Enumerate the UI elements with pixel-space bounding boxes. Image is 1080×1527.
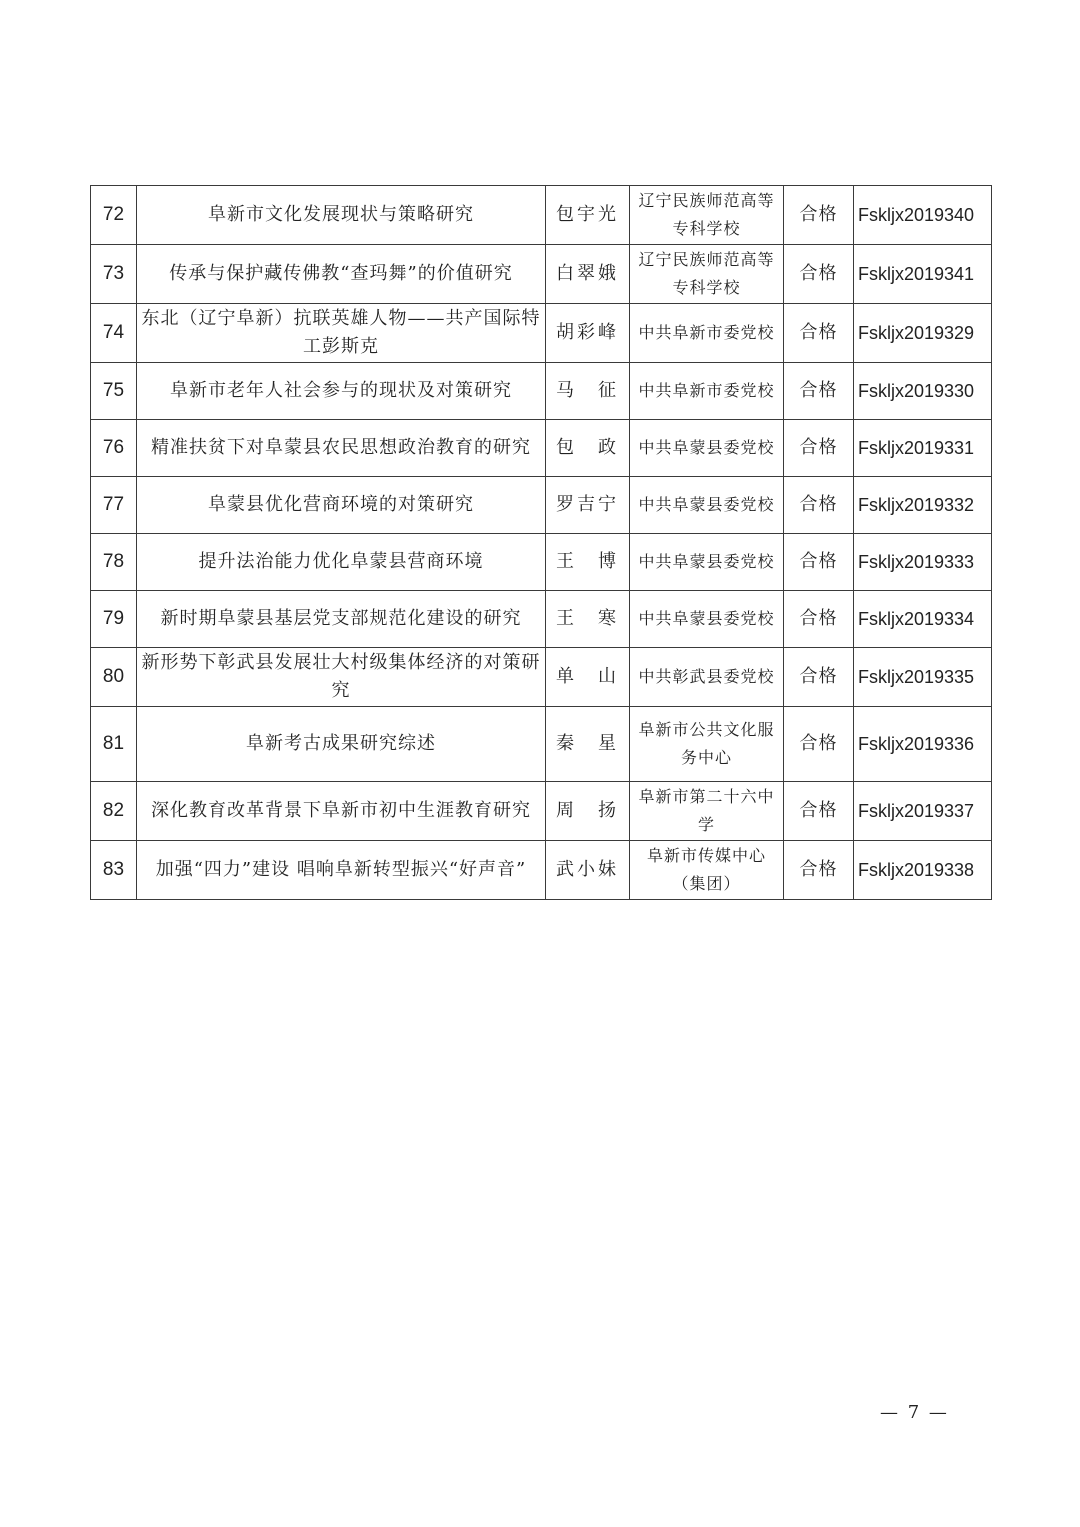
result-status: 合格 — [784, 245, 854, 304]
result-status: 合格 — [784, 648, 854, 707]
organization: 阜新市公共文化服务中心 — [630, 707, 784, 782]
result-status: 合格 — [784, 707, 854, 782]
project-code: Fskljx2019332 — [854, 477, 992, 534]
project-code: Fskljx2019335 — [854, 648, 992, 707]
row-number: 75 — [91, 363, 137, 420]
project-code: Fskljx2019340 — [854, 186, 992, 245]
project-title: 加强“四力”建设 唱响阜新转型振兴“好声音” — [137, 841, 546, 900]
project-title: 阜蒙县优化营商环境的对策研究 — [137, 477, 546, 534]
table-row — [91, 420, 992, 477]
organization: 中共阜蒙县委党校 — [630, 591, 784, 648]
page-number: — 7 — — [880, 1402, 949, 1423]
row-number: 76 — [91, 420, 137, 477]
result-status: 合格 — [784, 534, 854, 591]
organization: 辽宁民族师范高等专科学校 — [630, 186, 784, 245]
author-name: 单 山 — [546, 648, 630, 707]
organization: 中共阜新市委党校 — [630, 304, 784, 363]
row-number: 78 — [91, 534, 137, 591]
table-row — [91, 782, 992, 841]
row-number: 80 — [91, 648, 137, 707]
project-title: 传承与保护藏传佛教“查玛舞”的价值研究 — [137, 245, 546, 304]
table-row — [91, 707, 992, 782]
project-title: 阜新市老年人社会参与的现状及对策研究 — [137, 363, 546, 420]
project-code: Fskljx2019334 — [854, 591, 992, 648]
organization: 阜新市第二十六中学 — [630, 782, 784, 841]
table-row — [91, 363, 992, 420]
project-code: Fskljx2019331 — [854, 420, 992, 477]
table-row — [91, 245, 992, 304]
result-status: 合格 — [784, 782, 854, 841]
organization: 中共阜蒙县委党校 — [630, 477, 784, 534]
author-name: 周 扬 — [546, 782, 630, 841]
organization: 阜新市传媒中心（集团） — [630, 841, 784, 900]
row-number: 73 — [91, 245, 137, 304]
project-title: 阜新考古成果研究综述 — [137, 707, 546, 782]
project-title: 精准扶贫下对阜蒙县农民思想政治教育的研究 — [137, 420, 546, 477]
table-row — [91, 304, 992, 363]
result-status: 合格 — [784, 304, 854, 363]
project-title: 东北（辽宁阜新）抗联英雄人物——共产国际特工彭斯克 — [137, 304, 546, 363]
project-title: 新形势下彰武县发展壮大村级集体经济的对策研究 — [137, 648, 546, 707]
author-name: 马 征 — [546, 363, 630, 420]
organization: 中共阜新市委党校 — [630, 363, 784, 420]
author-name: 王 寒 — [546, 591, 630, 648]
organization: 中共阜蒙县委党校 — [630, 420, 784, 477]
organization: 中共彰武县委党校 — [630, 648, 784, 707]
project-title: 深化教育改革背景下阜新市初中生涯教育研究 — [137, 782, 546, 841]
row-number: 79 — [91, 591, 137, 648]
project-code: Fskljx2019341 — [854, 245, 992, 304]
result-status: 合格 — [784, 477, 854, 534]
row-number: 82 — [91, 782, 137, 841]
author-name: 秦 星 — [546, 707, 630, 782]
row-number: 74 — [91, 304, 137, 363]
table-row — [91, 186, 992, 245]
project-code: Fskljx2019330 — [854, 363, 992, 420]
table-row — [91, 591, 992, 648]
project-code: Fskljx2019329 — [854, 304, 992, 363]
project-code: Fskljx2019337 — [854, 782, 992, 841]
result-status: 合格 — [784, 420, 854, 477]
project-code: Fskljx2019336 — [854, 707, 992, 782]
project-code: Fskljx2019333 — [854, 534, 992, 591]
table-row — [91, 534, 992, 591]
author-name: 白翠娥 — [546, 245, 630, 304]
project-code: Fskljx2019338 — [854, 841, 992, 900]
organization: 中共阜蒙县委党校 — [630, 534, 784, 591]
author-name: 包宇光 — [546, 186, 630, 245]
author-name: 胡彩峰 — [546, 304, 630, 363]
row-number: 83 — [91, 841, 137, 900]
row-number: 72 — [91, 186, 137, 245]
project-title: 新时期阜蒙县基层党支部规范化建设的研究 — [137, 591, 546, 648]
author-name: 罗吉宁 — [546, 477, 630, 534]
result-status: 合格 — [784, 841, 854, 900]
author-name: 王 博 — [546, 534, 630, 591]
result-status: 合格 — [784, 363, 854, 420]
table-row — [91, 841, 992, 900]
row-number: 81 — [91, 707, 137, 782]
results-table — [90, 185, 992, 900]
organization: 辽宁民族师范高等专科学校 — [630, 245, 784, 304]
author-name: 包 政 — [546, 420, 630, 477]
row-number: 77 — [91, 477, 137, 534]
table-row — [91, 477, 992, 534]
result-status: 合格 — [784, 186, 854, 245]
author-name: 武小妹 — [546, 841, 630, 900]
project-title: 提升法治能力优化阜蒙县营商环境 — [137, 534, 546, 591]
result-status: 合格 — [784, 591, 854, 648]
project-title: 阜新市文化发展现状与策略研究 — [137, 186, 546, 245]
table-row — [91, 648, 992, 707]
